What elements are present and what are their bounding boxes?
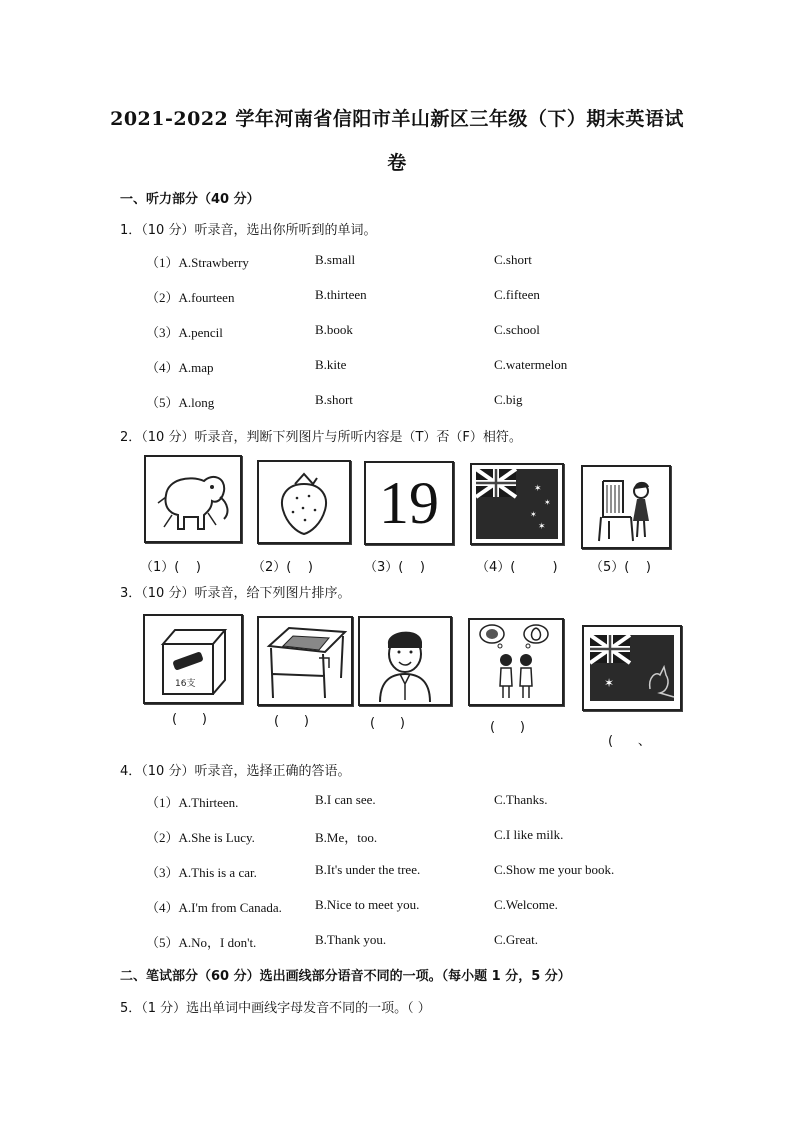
question-4-text: 4．（10 分）听录音，选择正确的答语。 [120, 764, 351, 779]
document-title-line2: 卷 [387, 152, 407, 174]
q1-row-2-c: C.fifteen [494, 287, 540, 302]
section-writing-heading: 二、笔试部分（60 分）选出画线部分语音不同的一项。（每小题 1 分，5 分） [120, 969, 571, 984]
q4-row-1-a: （1）A.Thirteen. [146, 795, 239, 810]
question-3-text: 3．（10 分）听录音，给下列图片排序。 [120, 586, 351, 601]
question-2-text: 2．（10 分）听录音，判断下列图片与所听内容是（T）否（F）相符。 [120, 430, 522, 445]
q4-row-2-a: （2）A.She is Lucy. [146, 830, 255, 845]
q3-blank-4[interactable]: ( ) [490, 720, 525, 735]
svg-text:✶: ✶ [538, 522, 546, 532]
svg-text:✶: ✶ [544, 498, 551, 507]
q1-row-2-b: B.thirteen [315, 287, 367, 302]
elephant-picture [144, 455, 242, 543]
q4-row-2-c: C.I like milk. [494, 827, 564, 842]
q1-row-5-a: （5）A.long [146, 395, 215, 410]
q4-row-4-b: B.Nice to meet you. [315, 897, 420, 912]
australia-flag-picture [582, 625, 682, 711]
svg-text:✶: ✶ [534, 484, 542, 494]
q4-row-3-a: （3）A.This is a car. [146, 865, 257, 880]
q4-row-5-c: C.Great. [494, 932, 539, 947]
section-listening-heading: 一、听力部分（40 分） [120, 192, 260, 207]
q4-row-3-b: B.It's under the tree. [315, 862, 421, 877]
svg-text:✶: ✶ [604, 676, 615, 690]
document-title-line1: 2021-2022 学年河南省信阳市羊山新区三年级（下）期末英语试 [110, 108, 684, 130]
q4-row-5-b: B.Thank you. [315, 932, 387, 947]
q1-row-3-b: B.book [315, 322, 353, 337]
q1-row-3-a: （3）A.pencil [146, 325, 223, 340]
strawberry-picture [257, 460, 351, 544]
question-1-text: 1．（10 分）听录音，选出你所听到的单词。 [120, 223, 377, 238]
q2-blank-2[interactable]: （2）( ) [252, 560, 313, 575]
new-zealand-flag-picture [470, 463, 564, 545]
q1-row-4-c: C.watermelon [494, 357, 568, 372]
number-19-picture [364, 461, 454, 545]
q3-blank-1[interactable]: ( ) [172, 712, 207, 727]
children-thinking-picture [468, 618, 564, 706]
number-19-label: 19 [379, 470, 439, 536]
q4-row-5-a: （5）A.No，I don't. [146, 935, 257, 950]
desk-picture [257, 616, 353, 706]
q4-row-3-c: C.Show me your book. [494, 862, 615, 877]
q4-row-1-c: C.Thanks. [494, 792, 548, 807]
q4-row-4-c: C.Welcome. [494, 897, 558, 912]
q1-row-4-b: B.kite [315, 357, 347, 372]
q3-blank-3[interactable]: ( ) [370, 716, 405, 731]
man-portrait-picture [358, 616, 452, 706]
girl-and-chair-picture [581, 465, 671, 549]
q1-row-4-a: （4）A.map [146, 360, 214, 375]
q1-row-1-c: C.short [494, 252, 532, 267]
q3-blank-5[interactable]: ( 、 [608, 734, 651, 749]
q4-row-2-b: B.Me，too. [315, 830, 378, 845]
crayon-box-picture [143, 614, 243, 704]
q1-row-1-b: B.small [315, 252, 356, 267]
q4-row-4-a: （4）A.I'm from Canada. [146, 900, 282, 915]
q2-blank-5[interactable]: （5）( ) [590, 560, 651, 575]
q1-row-5-c: C.big [494, 392, 523, 407]
q2-blank-4[interactable]: （4）( ) [476, 560, 558, 575]
q1-row-1-a: （1）A.Strawberry [146, 255, 249, 270]
q4-row-1-b: B.I can see. [315, 792, 376, 807]
q2-blank-1[interactable]: （1）( ) [140, 560, 201, 575]
q1-row-5-b: B.short [315, 392, 353, 407]
svg-text:✶: ✶ [530, 510, 537, 519]
q1-row-3-c: C.school [494, 322, 540, 337]
crayon-box-label: 16支 [175, 679, 196, 689]
q1-row-2-a: （2）A.fourteen [146, 290, 235, 305]
q3-blank-2[interactable]: ( ) [274, 714, 309, 729]
q2-blank-3[interactable]: （3）( ) [364, 560, 425, 575]
question-5-text: 5．（1 分）选出单词中画线字母发音不同的一项。（ ） [120, 1001, 431, 1016]
